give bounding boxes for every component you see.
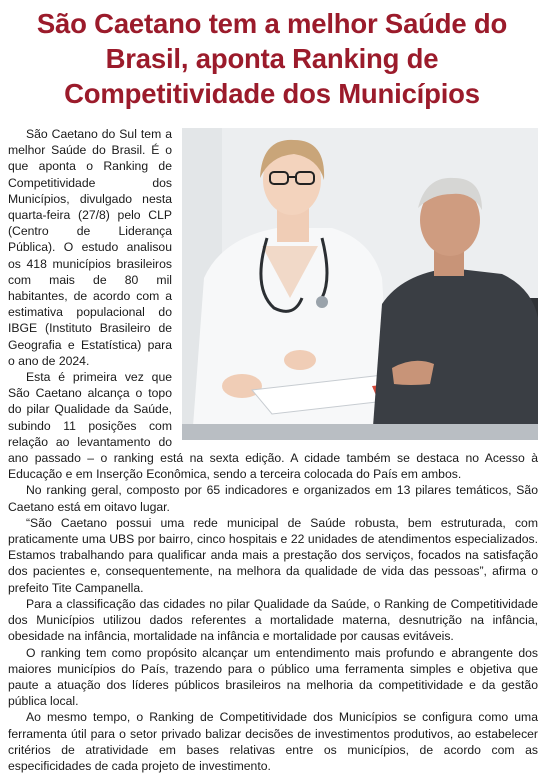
paragraph-2: Esta é primeira vez que São Caetano alcança o topo do pilar Qualidade da Saúde, subindo 11 posições com relação ao levantamento do ano passado – o ranking está na sexta edição. A cidade também se destaca no Acesso à Educação e em Inserção Econômica, sendo a terceira colocada do País em ambos.	[8, 370, 538, 482]
article-body	[8, 126, 538, 774]
paragraph-1: São Caetano do Sul tem a melhor Saúde do Brasil. É o que aponta o Ranking de Competitividade dos Municípios, divulgado nesta quarta-feira (27/8) pelo CLP (Centro de Liderança Pública). O estudo analisou os 418 municípios brasileiros com mais de 80 mil habitantes, de acordo com a estimativa populacional do IBGE (Instituto Brasileiro de Geografia e Estatística) para o ano de 2024.	[8, 127, 172, 368]
article-photo	[182, 128, 538, 440]
paragraph-7: Ao mesmo tempo, o Ranking de Competitividade dos Municípios se configura como uma ferramenta útil para o setor privado balizar decisões de investimentos produtivos, ao estabelecer critérios de atratividade em bases relativas entre os municípios, de acordo com as especificidades de cada projeto de investimento.	[8, 710, 538, 773]
doctor-and-patient-photo	[182, 128, 538, 440]
headline: São Caetano tem a melhor Saúde do Brasil, aponta Ranking de Competitividade dos Municípios	[36, 8, 508, 109]
paragraph-6: O ranking tem como propósito alcançar um entendimento mais profundo e abrangente dos maiores municípios do País, trazendo para o público uma ferramenta simples e objetiva que paute a atuação dos líderes públicos brasileiros na melhoria da competitividade e da gestão pública local.	[8, 645, 538, 709]
paragraph-3: No ranking geral, composto por 65 indicadores e organizados em 13 pilares temáticos, São Caetano está em oitavo lugar.	[8, 483, 538, 514]
paragraph-5: Para a classificação das cidades no pilar Qualidade da Saúde, o Ranking de Competitividade dos Municípios utilizou dados referentes a mortalidade materna, desnutrição na infância, obesidade na infância, mortalidade na infância e mortalidade por causas evitáveis.	[8, 596, 538, 644]
paragraph-4: “São Caetano possui uma rede municipal de Saúde robusta, bem estruturada, com praticamente uma UBS por bairro, cinco hospitais e 22 unidades de atendimentos especializados. Estamos trabalhando para qualificar anda mais a prestação dos serviços, focados na satisfação dos pacientes e, consequentemente, na melhora da qualidade de vida das pessoas”, afirma o prefeito Tite Campanella.	[8, 515, 538, 595]
